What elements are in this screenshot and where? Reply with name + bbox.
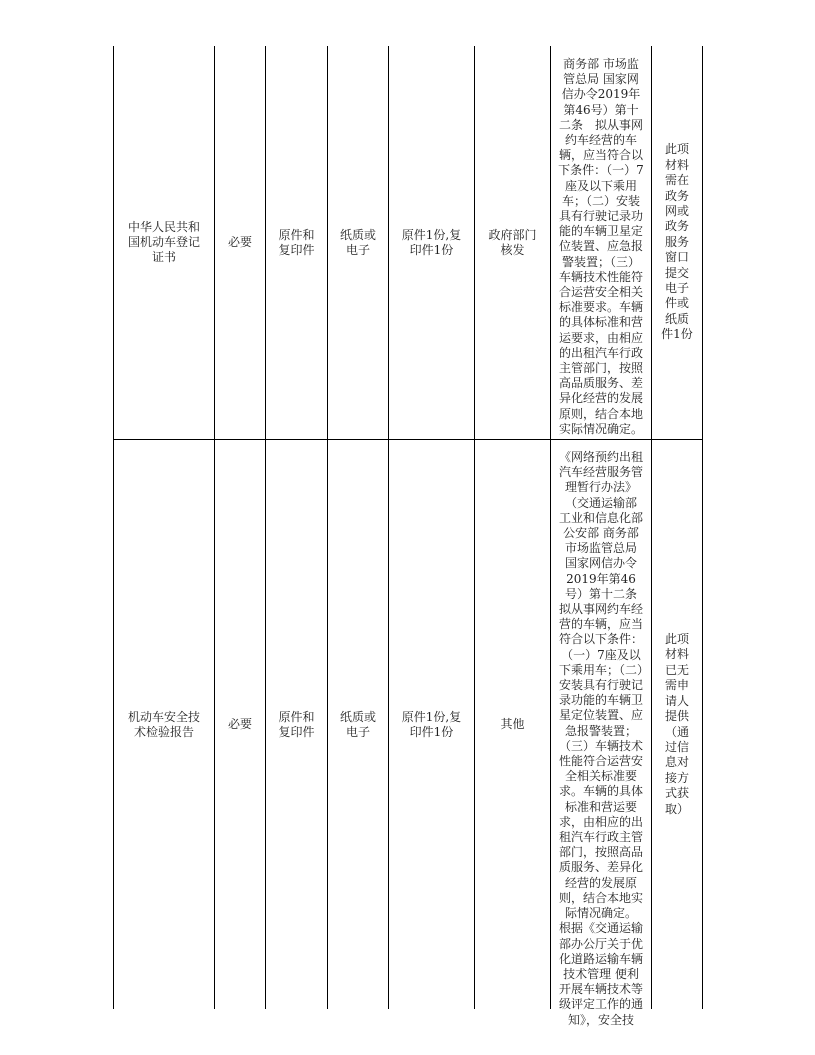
- material-source: 其他: [500, 717, 525, 731]
- material-form: 原件和复印件: [278, 709, 315, 739]
- table-row: [113, 46, 703, 439]
- material-medium: 纸质或电子: [339, 709, 376, 739]
- materials-table: [113, 46, 703, 1027]
- material-source: 政府部门核发: [488, 227, 537, 257]
- material-name: 中华人民共和国机动车登记证书: [127, 220, 200, 264]
- material-name: 机动车安全技术检验报告: [127, 709, 200, 739]
- legal-basis: 商务部 市场监管总局 国家网信办令2019年第46号）第十二条 拟从事网约车经营的车辆，应当符合以下条件：（一）7座及以下乘用车；（二）安装具有行驶记录功能的车辆卫星定位装置、应急报警装置；（三）车辆技术性能符合运营安全相关标准要求。车辆的具体标准和营运要求，由相应的出租汽车行政主管部门，按照高品质服务、差异化经营的发展原则，结合本地实际情况确定。: [558, 56, 644, 436]
- legal-basis: 《网络预约出租汽车经营服务管理暂行办法》（交通运输部 工业和信息化部 公安部 商务部 市场监管总局 国家网信办令2019年第46号）第十二条 拟从事网约车经营的车辆，应当符合以下条件：（一）7座及以下乘用车；（二）安装具有行驶记录功能的车辆卫星定位装置、应急报警装置；（三）车辆技术性能符合运营安全相关标准要求。车辆的具体标准和营运要求，由相应的出租汽车行政主管部门，按照高品质服务、差异化经营的发展原则，结合本地实际情况确定。 根据《交通运输部办公厅关于优化道路运输车辆技术管理 便利开展车辆技术等级评定工作的通知》，安全技: [558, 450, 650, 1027]
- material-note: 此项材料需在政务网或政务服务窗口提交电子件或纸质件1份: [661, 142, 693, 342]
- material-medium: 纸质或电子: [339, 227, 376, 257]
- required-flag: 必要: [227, 235, 252, 249]
- table-row: [113, 440, 703, 1027]
- material-count: 原件1份,复印件1份: [401, 709, 462, 739]
- material-count: 原件1份,复印件1份: [401, 227, 462, 257]
- required-flag: 必要: [227, 717, 252, 731]
- material-form: 原件和复印件: [278, 227, 315, 257]
- material-note: 此项材料已无需申请人提供（通过信息对接方式获取）: [664, 632, 689, 816]
